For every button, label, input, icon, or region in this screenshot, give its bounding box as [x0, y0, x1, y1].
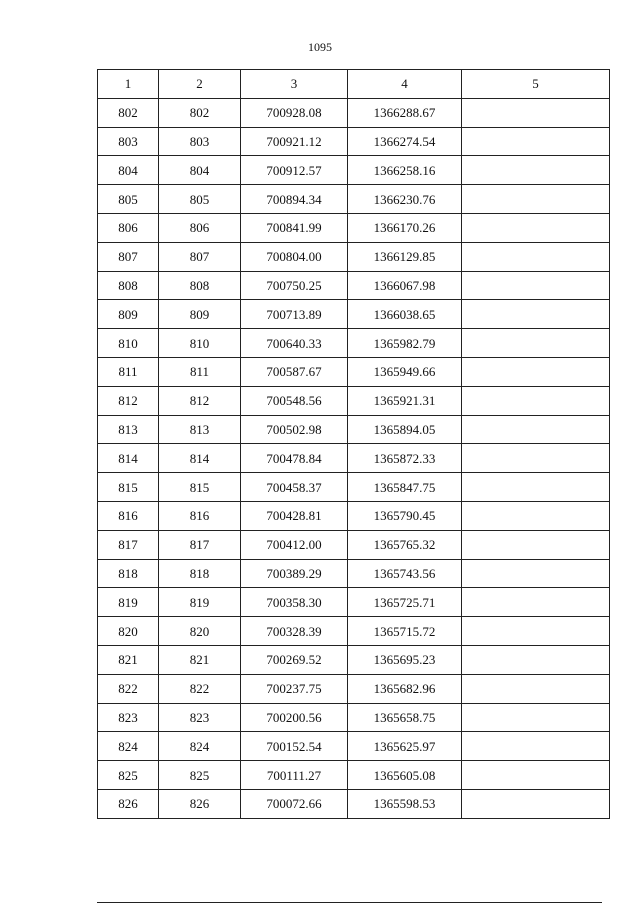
table-cell: 1365598.53 [348, 789, 462, 818]
table-cell [462, 213, 610, 242]
table-cell: 1366274.54 [348, 127, 462, 156]
table-cell [462, 271, 610, 300]
table-cell [462, 645, 610, 674]
table-cell: 700072.66 [241, 789, 348, 818]
table-cell: 1366038.65 [348, 300, 462, 329]
table-cell [462, 357, 610, 386]
table-row [98, 386, 610, 415]
table-cell: 803 [159, 127, 241, 156]
table-cell: 700237.75 [241, 674, 348, 703]
table-cell: 810 [98, 329, 159, 358]
page-number: 1095 [308, 40, 332, 54]
table-cell: 826 [98, 789, 159, 818]
table-cell: 1365658.75 [348, 703, 462, 732]
table-cell: 700428.81 [241, 501, 348, 530]
table-cell [462, 674, 610, 703]
table-row [98, 473, 610, 502]
column-header: 4 [348, 70, 462, 99]
table-row [98, 329, 610, 358]
table-cell: 817 [159, 530, 241, 559]
table-cell: 822 [159, 674, 241, 703]
table-row [98, 559, 610, 588]
table-cell: 700713.89 [241, 300, 348, 329]
table-row [98, 617, 610, 646]
table-cell: 1365765.32 [348, 530, 462, 559]
table-cell: 700921.12 [241, 127, 348, 156]
table-cell [462, 329, 610, 358]
table-cell: 809 [159, 300, 241, 329]
table-cell [462, 501, 610, 530]
table-cell: 819 [98, 588, 159, 617]
table-cell: 813 [159, 415, 241, 444]
table-row [98, 185, 610, 214]
table-cell [462, 588, 610, 617]
table-cell: 807 [98, 242, 159, 271]
table-row [98, 588, 610, 617]
table-cell: 1366067.98 [348, 271, 462, 300]
table-cell: 700894.34 [241, 185, 348, 214]
table-cell [462, 559, 610, 588]
table-cell: 825 [98, 761, 159, 790]
table-row [98, 242, 610, 271]
table-cell: 805 [98, 185, 159, 214]
table-cell: 1366258.16 [348, 156, 462, 185]
table-row [98, 213, 610, 242]
table-cell: 812 [98, 386, 159, 415]
table-cell [462, 415, 610, 444]
column-header: 1 [98, 70, 159, 99]
table-row [98, 789, 610, 818]
table-cell [462, 185, 610, 214]
table-cell: 700750.25 [241, 271, 348, 300]
table-cell [462, 444, 610, 473]
table-cell: 700478.84 [241, 444, 348, 473]
table-cell: 820 [98, 617, 159, 646]
table-cell [462, 156, 610, 185]
table-cell: 811 [159, 357, 241, 386]
table-cell: 1366230.76 [348, 185, 462, 214]
table-cell: 700458.37 [241, 473, 348, 502]
table-cell: 803 [98, 127, 159, 156]
table-cell: 1366170.26 [348, 213, 462, 242]
table-cell: 822 [98, 674, 159, 703]
table-cell [462, 473, 610, 502]
table-row [98, 98, 610, 127]
table-cell: 808 [159, 271, 241, 300]
table-cell: 806 [159, 213, 241, 242]
table-row [98, 444, 610, 473]
table-cell: 1365790.45 [348, 501, 462, 530]
table-cell: 700269.52 [241, 645, 348, 674]
table-cell [462, 300, 610, 329]
table-cell: 812 [159, 386, 241, 415]
table-cell: 815 [98, 473, 159, 502]
table-cell: 824 [159, 732, 241, 761]
table-cell: 700389.29 [241, 559, 348, 588]
table-cell: 700152.54 [241, 732, 348, 761]
header-row [98, 70, 610, 99]
table-row [98, 415, 610, 444]
table-cell [462, 242, 610, 271]
table-cell: 1365847.75 [348, 473, 462, 502]
table-row [98, 530, 610, 559]
table-cell: 700548.56 [241, 386, 348, 415]
column-header: 5 [462, 70, 610, 99]
table-cell [462, 617, 610, 646]
table-cell: 817 [98, 530, 159, 559]
table-cell: 825 [159, 761, 241, 790]
table-cell: 814 [159, 444, 241, 473]
table-row [98, 271, 610, 300]
table-cell: 826 [159, 789, 241, 818]
table-cell [462, 703, 610, 732]
table-cell: 806 [98, 213, 159, 242]
footer-divider [97, 902, 602, 903]
table-cell: 814 [98, 444, 159, 473]
table-cell: 807 [159, 242, 241, 271]
table-cell: 700640.33 [241, 329, 348, 358]
table-cell: 1366288.67 [348, 98, 462, 127]
table-row [98, 357, 610, 386]
table-cell [462, 127, 610, 156]
table-cell: 1365982.79 [348, 329, 462, 358]
table-cell: 1365625.97 [348, 732, 462, 761]
table-cell: 1365743.56 [348, 559, 462, 588]
table-cell: 1365921.31 [348, 386, 462, 415]
table-row [98, 156, 610, 185]
table-cell: 810 [159, 329, 241, 358]
table-cell: 823 [98, 703, 159, 732]
table-cell: 700841.99 [241, 213, 348, 242]
table-cell: 811 [98, 357, 159, 386]
table-cell: 824 [98, 732, 159, 761]
table-row [98, 501, 610, 530]
table-row [98, 127, 610, 156]
table-row [98, 732, 610, 761]
table-cell: 1365894.05 [348, 415, 462, 444]
table-cell: 1365872.33 [348, 444, 462, 473]
table-cell [462, 530, 610, 559]
table-cell: 700111.27 [241, 761, 348, 790]
table-cell: 818 [159, 559, 241, 588]
table-cell: 700358.30 [241, 588, 348, 617]
table-cell: 818 [98, 559, 159, 588]
table-cell [462, 98, 610, 127]
table-cell: 815 [159, 473, 241, 502]
table-row [98, 761, 610, 790]
table-cell: 802 [98, 98, 159, 127]
table-cell: 1366129.85 [348, 242, 462, 271]
table-body [98, 98, 610, 818]
table-cell: 1365725.71 [348, 588, 462, 617]
table-cell: 821 [159, 645, 241, 674]
table-cell: 820 [159, 617, 241, 646]
table-cell [462, 386, 610, 415]
table-cell [462, 761, 610, 790]
table-cell: 809 [98, 300, 159, 329]
table-cell: 821 [98, 645, 159, 674]
table-cell: 700912.57 [241, 156, 348, 185]
table-cell: 823 [159, 703, 241, 732]
table-cell: 700200.56 [241, 703, 348, 732]
table-cell: 805 [159, 185, 241, 214]
table-row [98, 703, 610, 732]
table-cell: 1365682.96 [348, 674, 462, 703]
table-cell: 816 [98, 501, 159, 530]
column-header: 2 [159, 70, 241, 99]
coordinates-table [97, 69, 610, 819]
column-header: 3 [241, 70, 348, 99]
table-cell: 700587.67 [241, 357, 348, 386]
table-cell: 804 [98, 156, 159, 185]
table-cell: 1365695.23 [348, 645, 462, 674]
table-cell: 804 [159, 156, 241, 185]
table-row [98, 300, 610, 329]
table-cell: 700502.98 [241, 415, 348, 444]
table-header [98, 70, 610, 99]
table-cell: 1365605.08 [348, 761, 462, 790]
table-cell: 1365715.72 [348, 617, 462, 646]
table-cell: 808 [98, 271, 159, 300]
table-cell [462, 732, 610, 761]
table-cell: 813 [98, 415, 159, 444]
table-cell: 700328.39 [241, 617, 348, 646]
table-cell: 700804.00 [241, 242, 348, 271]
table-cell: 816 [159, 501, 241, 530]
table-row [98, 674, 610, 703]
table-cell: 802 [159, 98, 241, 127]
table-row [98, 645, 610, 674]
table-cell: 700412.00 [241, 530, 348, 559]
table-cell: 700928.08 [241, 98, 348, 127]
table-cell [462, 789, 610, 818]
table-cell: 1365949.66 [348, 357, 462, 386]
table-cell: 819 [159, 588, 241, 617]
